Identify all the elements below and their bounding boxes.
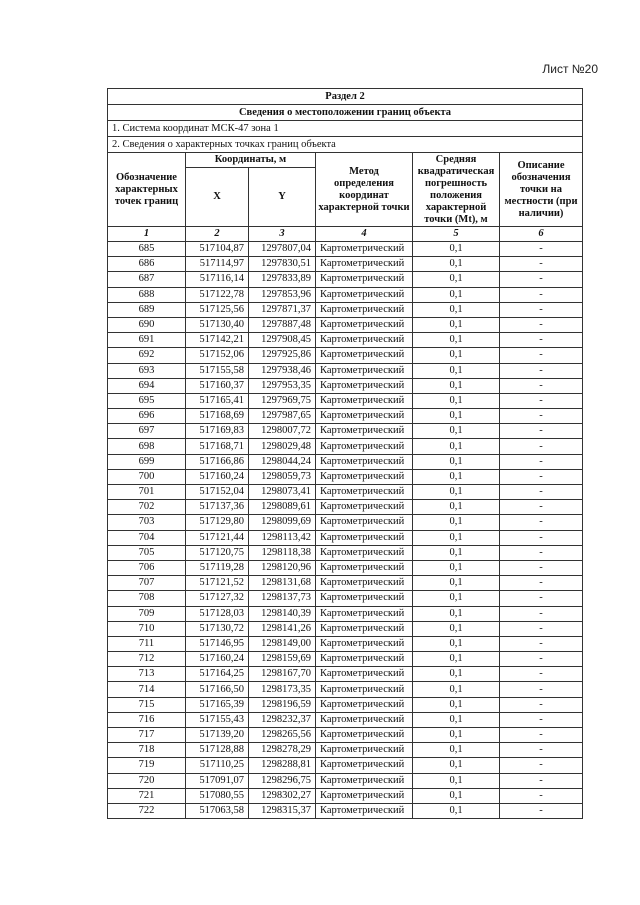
column-number: 5 bbox=[413, 227, 500, 242]
x-coordinate-cell: 517152,04 bbox=[186, 485, 249, 500]
error-value-cell: 0,1 bbox=[413, 803, 500, 818]
method-cell: Картометрический bbox=[316, 272, 413, 287]
description-cell: - bbox=[500, 317, 583, 332]
description-cell: - bbox=[500, 652, 583, 667]
y-coordinate-cell: 1298029,48 bbox=[249, 439, 316, 454]
x-coordinate-cell: 517125,56 bbox=[186, 302, 249, 317]
point-id-cell: 698 bbox=[108, 439, 186, 454]
y-coordinate-cell: 1298159,69 bbox=[249, 652, 316, 667]
description-cell: - bbox=[500, 515, 583, 530]
x-coordinate-cell: 517155,43 bbox=[186, 712, 249, 727]
y-coordinate-cell: 1298131,68 bbox=[249, 576, 316, 591]
header-coords: Координаты, м bbox=[186, 153, 316, 168]
point-id-cell: 696 bbox=[108, 409, 186, 424]
table-row bbox=[108, 469, 583, 484]
header-point: Обозначение характерных точек границ bbox=[108, 153, 186, 227]
error-value-cell: 0,1 bbox=[413, 272, 500, 287]
x-coordinate-cell: 517091,07 bbox=[186, 773, 249, 788]
error-value-cell: 0,1 bbox=[413, 636, 500, 651]
method-cell: Картометрический bbox=[316, 530, 413, 545]
error-value-cell: 0,1 bbox=[413, 317, 500, 332]
x-coordinate-cell: 517063,58 bbox=[186, 803, 249, 818]
y-coordinate-cell: 1298302,27 bbox=[249, 788, 316, 803]
method-cell: Картометрический bbox=[316, 697, 413, 712]
point-id-cell: 695 bbox=[108, 393, 186, 408]
y-coordinate-cell: 1298149,00 bbox=[249, 636, 316, 651]
method-cell: Картометрический bbox=[316, 378, 413, 393]
point-id-cell: 692 bbox=[108, 348, 186, 363]
y-coordinate-cell: 1298140,39 bbox=[249, 606, 316, 621]
point-id-cell: 686 bbox=[108, 257, 186, 272]
x-coordinate-cell: 517128,88 bbox=[186, 743, 249, 758]
y-coordinate-cell: 1298059,73 bbox=[249, 469, 316, 484]
error-value-cell: 0,1 bbox=[413, 530, 500, 545]
x-coordinate-cell: 517128,03 bbox=[186, 606, 249, 621]
error-value-cell: 0,1 bbox=[413, 485, 500, 500]
table-row bbox=[108, 287, 583, 302]
description-cell: - bbox=[500, 743, 583, 758]
method-cell: Картометрический bbox=[316, 682, 413, 697]
x-coordinate-cell: 517110,25 bbox=[186, 758, 249, 773]
point-id-cell: 702 bbox=[108, 500, 186, 515]
description-cell: - bbox=[500, 773, 583, 788]
method-cell: Картометрический bbox=[316, 652, 413, 667]
sheet-number: Лист №20 bbox=[542, 62, 598, 76]
error-value-cell: 0,1 bbox=[413, 242, 500, 257]
description-cell: - bbox=[500, 667, 583, 682]
y-coordinate-cell: 1298173,35 bbox=[249, 682, 316, 697]
error-value-cell: 0,1 bbox=[413, 393, 500, 408]
table-row bbox=[108, 378, 583, 393]
method-cell: Картометрический bbox=[316, 712, 413, 727]
y-coordinate-cell: 1297987,65 bbox=[249, 409, 316, 424]
point-id-cell: 694 bbox=[108, 378, 186, 393]
table-row bbox=[108, 803, 583, 818]
y-coordinate-cell: 1298278,29 bbox=[249, 743, 316, 758]
y-coordinate-cell: 1298288,81 bbox=[249, 758, 316, 773]
error-value-cell: 0,1 bbox=[413, 712, 500, 727]
method-cell: Картометрический bbox=[316, 348, 413, 363]
x-coordinate-cell: 517169,83 bbox=[186, 424, 249, 439]
point-id-cell: 691 bbox=[108, 333, 186, 348]
method-cell: Картометрический bbox=[316, 758, 413, 773]
description-cell: - bbox=[500, 758, 583, 773]
method-cell: Картометрический bbox=[316, 636, 413, 651]
x-coordinate-cell: 517116,14 bbox=[186, 272, 249, 287]
table-row bbox=[108, 758, 583, 773]
error-value-cell: 0,1 bbox=[413, 363, 500, 378]
method-cell: Картометрический bbox=[316, 788, 413, 803]
y-coordinate-cell: 1298089,61 bbox=[249, 500, 316, 515]
y-coordinate-cell: 1298315,37 bbox=[249, 803, 316, 818]
table-row bbox=[108, 621, 583, 636]
table-row bbox=[108, 652, 583, 667]
error-value-cell: 0,1 bbox=[413, 545, 500, 560]
method-cell: Картометрический bbox=[316, 545, 413, 560]
x-coordinate-cell: 517165,41 bbox=[186, 393, 249, 408]
error-value-cell: 0,1 bbox=[413, 576, 500, 591]
point-id-cell: 712 bbox=[108, 652, 186, 667]
error-value-cell: 0,1 bbox=[413, 257, 500, 272]
table-row bbox=[108, 636, 583, 651]
error-value-cell: 0,1 bbox=[413, 348, 500, 363]
points-info-line: 2. Сведения о характерных точках границ объекта bbox=[108, 137, 583, 153]
y-coordinate-cell: 1297871,37 bbox=[249, 302, 316, 317]
error-value-cell: 0,1 bbox=[413, 621, 500, 636]
y-coordinate-cell: 1297938,46 bbox=[249, 363, 316, 378]
description-cell: - bbox=[500, 682, 583, 697]
y-coordinate-cell: 1298265,56 bbox=[249, 728, 316, 743]
description-cell: - bbox=[500, 712, 583, 727]
x-coordinate-cell: 517119,28 bbox=[186, 560, 249, 575]
table-row bbox=[108, 439, 583, 454]
point-id-cell: 688 bbox=[108, 287, 186, 302]
error-value-cell: 0,1 bbox=[413, 667, 500, 682]
y-coordinate-cell: 1297830,51 bbox=[249, 257, 316, 272]
x-coordinate-cell: 517164,25 bbox=[186, 667, 249, 682]
table-row bbox=[108, 500, 583, 515]
error-value-cell: 0,1 bbox=[413, 439, 500, 454]
error-value-cell: 0,1 bbox=[413, 333, 500, 348]
error-value-cell: 0,1 bbox=[413, 302, 500, 317]
y-coordinate-cell: 1298167,70 bbox=[249, 667, 316, 682]
x-coordinate-cell: 517121,44 bbox=[186, 530, 249, 545]
column-number: 3 bbox=[249, 227, 316, 242]
table-row bbox=[108, 606, 583, 621]
method-cell: Картометрический bbox=[316, 500, 413, 515]
boundary-points-table bbox=[107, 88, 583, 819]
point-id-cell: 687 bbox=[108, 272, 186, 287]
description-cell: - bbox=[500, 697, 583, 712]
x-coordinate-cell: 517146,95 bbox=[186, 636, 249, 651]
description-cell: - bbox=[500, 333, 583, 348]
method-cell: Картометрический bbox=[316, 591, 413, 606]
x-coordinate-cell: 517121,52 bbox=[186, 576, 249, 591]
description-cell: - bbox=[500, 409, 583, 424]
point-id-cell: 693 bbox=[108, 363, 186, 378]
table-row bbox=[108, 272, 583, 287]
point-id-cell: 717 bbox=[108, 728, 186, 743]
description-cell: - bbox=[500, 272, 583, 287]
description-cell: - bbox=[500, 560, 583, 575]
method-cell: Картометрический bbox=[316, 317, 413, 332]
x-coordinate-cell: 517155,58 bbox=[186, 363, 249, 378]
table-row bbox=[108, 560, 583, 575]
error-value-cell: 0,1 bbox=[413, 424, 500, 439]
header-y: Y bbox=[249, 168, 316, 227]
table-row bbox=[108, 545, 583, 560]
error-value-cell: 0,1 bbox=[413, 758, 500, 773]
error-value-cell: 0,1 bbox=[413, 682, 500, 697]
x-coordinate-cell: 517114,97 bbox=[186, 257, 249, 272]
method-cell: Картометрический bbox=[316, 287, 413, 302]
point-id-cell: 719 bbox=[108, 758, 186, 773]
x-coordinate-cell: 517104,87 bbox=[186, 242, 249, 257]
method-cell: Картометрический bbox=[316, 469, 413, 484]
error-value-cell: 0,1 bbox=[413, 728, 500, 743]
method-cell: Картометрический bbox=[316, 302, 413, 317]
table-row bbox=[108, 348, 583, 363]
method-cell: Картометрический bbox=[316, 454, 413, 469]
description-cell: - bbox=[500, 728, 583, 743]
x-coordinate-cell: 517142,21 bbox=[186, 333, 249, 348]
description-cell: - bbox=[500, 242, 583, 257]
method-cell: Картометрический bbox=[316, 439, 413, 454]
y-coordinate-cell: 1298007,72 bbox=[249, 424, 316, 439]
table-row bbox=[108, 333, 583, 348]
x-coordinate-cell: 517168,71 bbox=[186, 439, 249, 454]
table-row bbox=[108, 682, 583, 697]
y-coordinate-cell: 1297833,89 bbox=[249, 272, 316, 287]
x-coordinate-cell: 517160,24 bbox=[186, 469, 249, 484]
error-value-cell: 0,1 bbox=[413, 560, 500, 575]
table-row bbox=[108, 576, 583, 591]
x-coordinate-cell: 517130,40 bbox=[186, 317, 249, 332]
column-number: 4 bbox=[316, 227, 413, 242]
point-id-cell: 697 bbox=[108, 424, 186, 439]
error-value-cell: 0,1 bbox=[413, 409, 500, 424]
description-cell: - bbox=[500, 803, 583, 818]
method-cell: Картометрический bbox=[316, 242, 413, 257]
point-id-cell: 722 bbox=[108, 803, 186, 818]
section-subtitle: Сведения о местоположении границ объекта bbox=[108, 105, 583, 121]
table-row bbox=[108, 728, 583, 743]
point-id-cell: 689 bbox=[108, 302, 186, 317]
y-coordinate-cell: 1298073,41 bbox=[249, 485, 316, 500]
point-id-cell: 714 bbox=[108, 682, 186, 697]
description-cell: - bbox=[500, 454, 583, 469]
table-row bbox=[108, 788, 583, 803]
table-row bbox=[108, 424, 583, 439]
y-coordinate-cell: 1297908,45 bbox=[249, 333, 316, 348]
table-body bbox=[108, 242, 583, 819]
table-row bbox=[108, 712, 583, 727]
description-cell: - bbox=[500, 393, 583, 408]
column-number: 1 bbox=[108, 227, 186, 242]
table-row bbox=[108, 454, 583, 469]
x-coordinate-cell: 517137,36 bbox=[186, 500, 249, 515]
table-row bbox=[108, 591, 583, 606]
x-coordinate-cell: 517160,37 bbox=[186, 378, 249, 393]
description-cell: - bbox=[500, 576, 583, 591]
table-row bbox=[108, 697, 583, 712]
table-row bbox=[108, 667, 583, 682]
description-cell: - bbox=[500, 287, 583, 302]
column-number: 6 bbox=[500, 227, 583, 242]
method-cell: Картометрический bbox=[316, 515, 413, 530]
description-cell: - bbox=[500, 545, 583, 560]
y-coordinate-cell: 1297925,86 bbox=[249, 348, 316, 363]
x-coordinate-cell: 517127,32 bbox=[186, 591, 249, 606]
y-coordinate-cell: 1297887,48 bbox=[249, 317, 316, 332]
point-id-cell: 710 bbox=[108, 621, 186, 636]
method-cell: Картометрический bbox=[316, 485, 413, 500]
y-coordinate-cell: 1298099,69 bbox=[249, 515, 316, 530]
method-cell: Картометрический bbox=[316, 393, 413, 408]
point-id-cell: 721 bbox=[108, 788, 186, 803]
x-coordinate-cell: 517122,78 bbox=[186, 287, 249, 302]
error-value-cell: 0,1 bbox=[413, 652, 500, 667]
point-id-cell: 704 bbox=[108, 530, 186, 545]
y-coordinate-cell: 1298118,38 bbox=[249, 545, 316, 560]
header-error: Средняя квадратическая погрешность положения характерной точки (Mt), м bbox=[413, 153, 500, 227]
x-coordinate-cell: 517139,20 bbox=[186, 728, 249, 743]
table-row bbox=[108, 363, 583, 378]
point-id-cell: 716 bbox=[108, 712, 186, 727]
column-number: 2 bbox=[186, 227, 249, 242]
x-coordinate-cell: 517168,69 bbox=[186, 409, 249, 424]
description-cell: - bbox=[500, 469, 583, 484]
method-cell: Картометрический bbox=[316, 773, 413, 788]
description-cell: - bbox=[500, 606, 583, 621]
method-cell: Картометрический bbox=[316, 606, 413, 621]
error-value-cell: 0,1 bbox=[413, 591, 500, 606]
point-id-cell: 706 bbox=[108, 560, 186, 575]
error-value-cell: 0,1 bbox=[413, 788, 500, 803]
column-numbers-row bbox=[108, 227, 583, 242]
method-cell: Картометрический bbox=[316, 621, 413, 636]
table-row bbox=[108, 773, 583, 788]
description-cell: - bbox=[500, 348, 583, 363]
point-id-cell: 720 bbox=[108, 773, 186, 788]
point-id-cell: 707 bbox=[108, 576, 186, 591]
method-cell: Картометрический bbox=[316, 363, 413, 378]
error-value-cell: 0,1 bbox=[413, 500, 500, 515]
point-id-cell: 685 bbox=[108, 242, 186, 257]
x-coordinate-cell: 517120,75 bbox=[186, 545, 249, 560]
coordinate-system-line: 1. Система координат МСК-47 зона 1 bbox=[108, 121, 583, 137]
point-id-cell: 708 bbox=[108, 591, 186, 606]
description-cell: - bbox=[500, 378, 583, 393]
error-value-cell: 0,1 bbox=[413, 469, 500, 484]
x-coordinate-cell: 517152,06 bbox=[186, 348, 249, 363]
table-row bbox=[108, 515, 583, 530]
point-id-cell: 711 bbox=[108, 636, 186, 651]
point-id-cell: 718 bbox=[108, 743, 186, 758]
point-id-cell: 715 bbox=[108, 697, 186, 712]
header-description: Описание обозначения точки на местности (при наличии) bbox=[500, 153, 583, 227]
error-value-cell: 0,1 bbox=[413, 515, 500, 530]
method-cell: Картометрический bbox=[316, 424, 413, 439]
y-coordinate-cell: 1298113,42 bbox=[249, 530, 316, 545]
x-coordinate-cell: 517129,80 bbox=[186, 515, 249, 530]
y-coordinate-cell: 1297953,35 bbox=[249, 378, 316, 393]
description-cell: - bbox=[500, 257, 583, 272]
y-coordinate-cell: 1298044,24 bbox=[249, 454, 316, 469]
x-coordinate-cell: 517080,55 bbox=[186, 788, 249, 803]
description-cell: - bbox=[500, 439, 583, 454]
point-id-cell: 705 bbox=[108, 545, 186, 560]
error-value-cell: 0,1 bbox=[413, 743, 500, 758]
method-cell: Картометрический bbox=[316, 743, 413, 758]
table-row bbox=[108, 257, 583, 272]
description-cell: - bbox=[500, 788, 583, 803]
section-title: Раздел 2 bbox=[108, 89, 583, 105]
x-coordinate-cell: 517130,72 bbox=[186, 621, 249, 636]
y-coordinate-cell: 1297807,04 bbox=[249, 242, 316, 257]
y-coordinate-cell: 1297969,75 bbox=[249, 393, 316, 408]
error-value-cell: 0,1 bbox=[413, 606, 500, 621]
method-cell: Картометрический bbox=[316, 257, 413, 272]
point-id-cell: 690 bbox=[108, 317, 186, 332]
description-cell: - bbox=[500, 302, 583, 317]
error-value-cell: 0,1 bbox=[413, 773, 500, 788]
x-coordinate-cell: 517160,24 bbox=[186, 652, 249, 667]
point-id-cell: 701 bbox=[108, 485, 186, 500]
header-x: X bbox=[186, 168, 249, 227]
method-cell: Картометрический bbox=[316, 333, 413, 348]
description-cell: - bbox=[500, 424, 583, 439]
header-method: Метод определения координат характерной точки bbox=[316, 153, 413, 227]
x-coordinate-cell: 517165,39 bbox=[186, 697, 249, 712]
point-id-cell: 709 bbox=[108, 606, 186, 621]
table-row bbox=[108, 409, 583, 424]
method-cell: Картометрический bbox=[316, 728, 413, 743]
method-cell: Картометрический bbox=[316, 667, 413, 682]
point-id-cell: 703 bbox=[108, 515, 186, 530]
method-cell: Картометрический bbox=[316, 560, 413, 575]
table-row bbox=[108, 242, 583, 257]
table-row bbox=[108, 393, 583, 408]
method-cell: Картометрический bbox=[316, 409, 413, 424]
error-value-cell: 0,1 bbox=[413, 454, 500, 469]
x-coordinate-cell: 517166,50 bbox=[186, 682, 249, 697]
x-coordinate-cell: 517166,86 bbox=[186, 454, 249, 469]
table-row bbox=[108, 485, 583, 500]
description-cell: - bbox=[500, 636, 583, 651]
method-cell: Картометрический bbox=[316, 576, 413, 591]
error-value-cell: 0,1 bbox=[413, 378, 500, 393]
description-cell: - bbox=[500, 500, 583, 515]
y-coordinate-cell: 1298137,73 bbox=[249, 591, 316, 606]
y-coordinate-cell: 1298196,59 bbox=[249, 697, 316, 712]
y-coordinate-cell: 1298120,96 bbox=[249, 560, 316, 575]
description-cell: - bbox=[500, 363, 583, 378]
description-cell: - bbox=[500, 485, 583, 500]
point-id-cell: 713 bbox=[108, 667, 186, 682]
error-value-cell: 0,1 bbox=[413, 287, 500, 302]
point-id-cell: 699 bbox=[108, 454, 186, 469]
y-coordinate-cell: 1298296,75 bbox=[249, 773, 316, 788]
description-cell: - bbox=[500, 621, 583, 636]
y-coordinate-cell: 1297853,96 bbox=[249, 287, 316, 302]
table-row bbox=[108, 317, 583, 332]
y-coordinate-cell: 1298141,26 bbox=[249, 621, 316, 636]
description-cell: - bbox=[500, 530, 583, 545]
description-cell: - bbox=[500, 591, 583, 606]
method-cell: Картометрический bbox=[316, 803, 413, 818]
point-id-cell: 700 bbox=[108, 469, 186, 484]
error-value-cell: 0,1 bbox=[413, 697, 500, 712]
table-row bbox=[108, 530, 583, 545]
table-row bbox=[108, 302, 583, 317]
y-coordinate-cell: 1298232,37 bbox=[249, 712, 316, 727]
table-row bbox=[108, 743, 583, 758]
